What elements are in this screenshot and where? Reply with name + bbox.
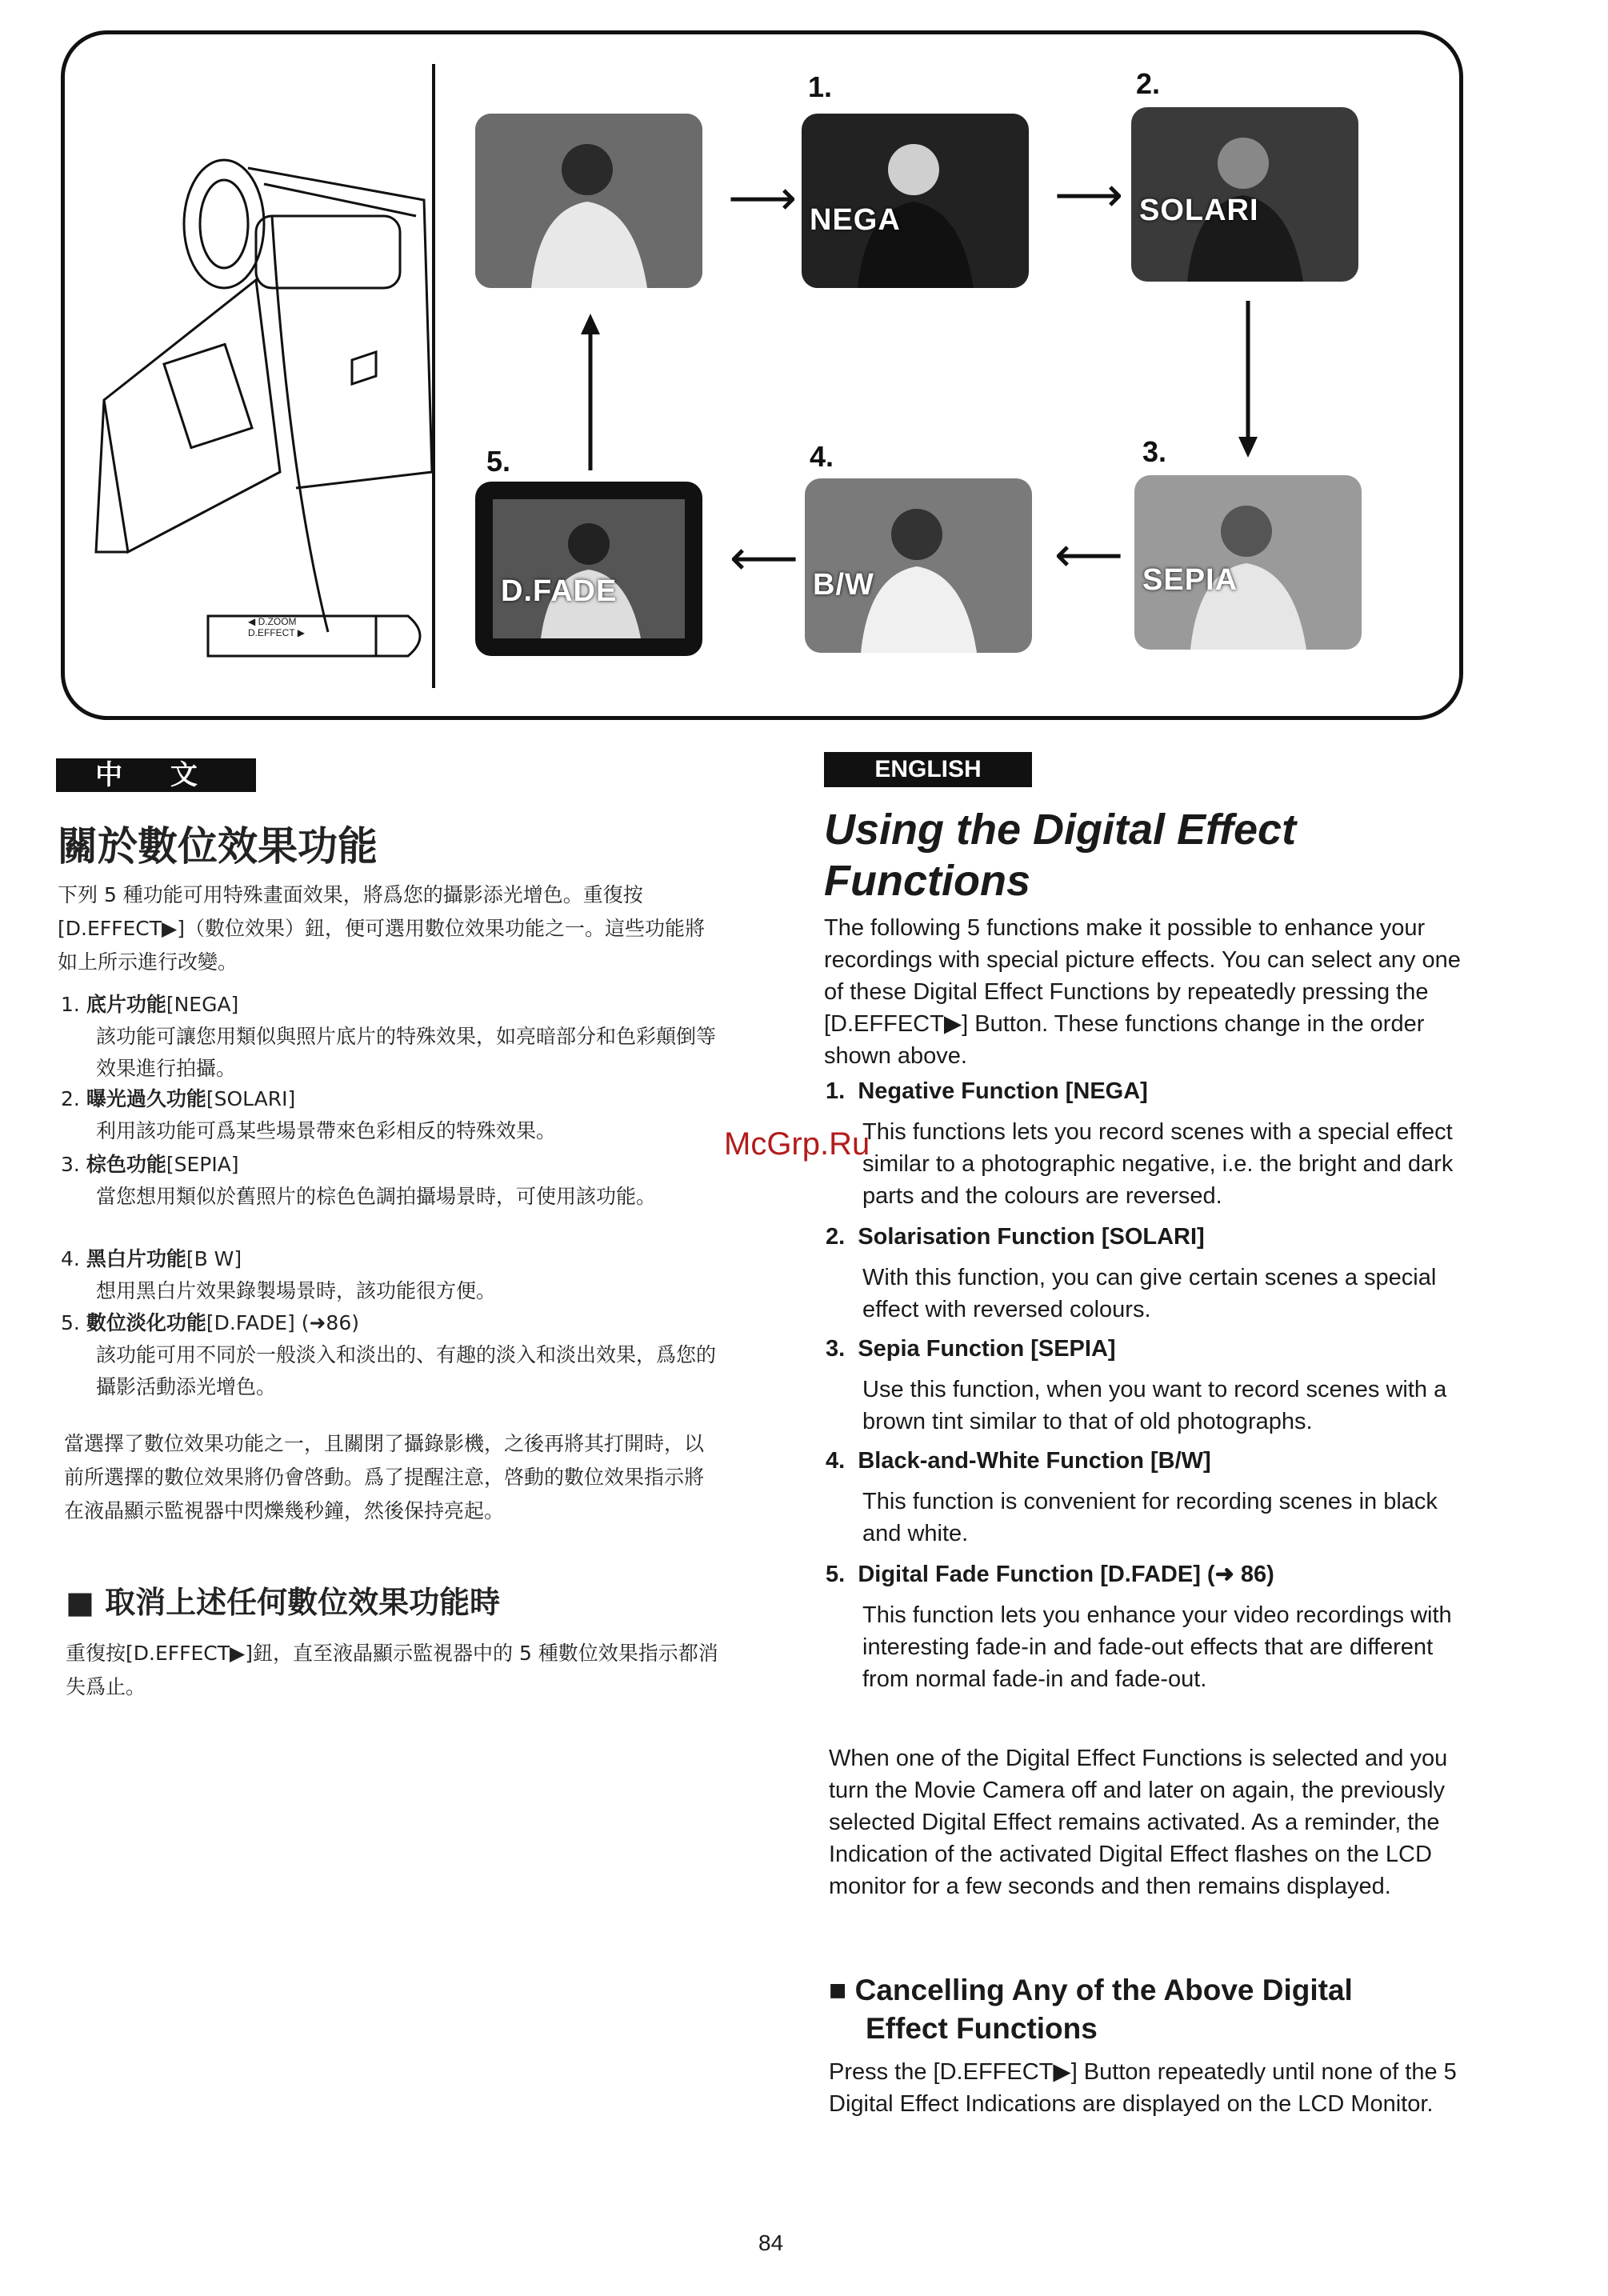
thumbnail-bw xyxy=(805,478,1032,653)
chinese-item-3: 3. 棕色功能[SEPIA] 當您想用類似於舊照片的棕色色調拍攝場景時，可使用該功能。 xyxy=(61,1153,657,1208)
step-number-5: 5. xyxy=(486,445,511,478)
chinese-item-1: 1. 底片功能[NEGA] 該功能可讓您用類似與照片底片的特殊效果，如亮暗部分和色彩顛倒等效果進行拍攝。 xyxy=(61,993,717,1080)
arrow-right-icon: ⟶ xyxy=(1054,167,1124,223)
thumbnail-original xyxy=(475,114,702,288)
english-title: Using the Digital Effect Functions xyxy=(824,806,1297,905)
english-item-3: 3. Sepia Function [SEPIA] Use this function, when you want to record scenes with a brown tint similar to that of old photographs. xyxy=(826,1336,1447,1434)
chinese-note: 當選擇了數位效果功能之一，且關閉了攝錄影機，之後再將其打開時，以前所選擇的數位效果將仍會啓動。爲了提醒注意，啓動的數位效果指示將在液晶顯示監視器中閃爍幾秒鐘，然後保持亮起。 xyxy=(64,1432,705,1522)
step-number-4: 4. xyxy=(810,440,834,473)
english-cancel-text: Press the [D.EFFECT▶] Button repeatedly until none of the 5 Digital Effect Indications are displayed on the LCD Monitor. xyxy=(829,2059,1457,2117)
english-note: When one of the Digital Effect Functions is selected and you turn the Movie Camera off and later on again, the previously selected Digital Effect remains activated. As a reminder, the Indication of the activated Digital Effect flashes on the LCD monitor for a few seconds and then remains displayed. xyxy=(829,1746,1448,1899)
camera-button-label: ◀ D.ZOOM D.EFFECT ▶ xyxy=(248,616,306,638)
arrow-left-icon: ⟵ xyxy=(730,530,799,586)
watermark-link[interactable]: McGrp.Ru xyxy=(724,1126,870,1162)
chinese-item-5: 5. 數位淡化功能[D.FADE] (➜86) 該功能可用不同於一般淡入和淡出的、有趣的淡入和淡出效果，爲您的攝影活動添光增色。 xyxy=(61,1311,717,1398)
english-item-1: 1. Negative Function [NEGA] This functions lets you record scenes with a special effect similar to a photographic negative, i.e. the bright and dark parts and the colours are reversed. xyxy=(826,1078,1454,1209)
chinese-cancel-text: 重復按[D.EFFECT▶]鈕，直至液晶顯示監視器中的 5 種數位效果指示都消失爲止。 xyxy=(66,1642,718,1698)
effect-label-sepia: SEPIA xyxy=(1142,563,1238,597)
figure-divider xyxy=(432,64,435,688)
thumbnail-sepia xyxy=(1134,475,1362,650)
chinese-item-2: 2. 曝光過久功能[SOLARI] 利用該功能可爲某些場景帶來色彩相反的特殊效果。 xyxy=(61,1087,557,1142)
effect-label-solari: SOLARI xyxy=(1139,194,1259,227)
chinese-item-4: 4. 黑白片功能[B W] 想用黑白片效果錄製場景時，該功能很方便。 xyxy=(61,1247,497,1302)
english-item-5: 5. Digital Fade Function [D.FADE] (➜ 86) This function lets you enhance your video recordings with interesting fade-in and fade-out effects that are different from normal fade-in and fade-out. xyxy=(826,1562,1452,1692)
page-number: 84 xyxy=(758,2230,784,2255)
language-tab-chinese: 中 文 xyxy=(56,758,256,792)
step-number-1: 1. xyxy=(808,70,833,103)
arrow-left-icon: ⟵ xyxy=(1054,527,1124,583)
arrow-up-icon xyxy=(574,310,606,470)
thumbnail-solari xyxy=(1131,107,1358,282)
chinese-intro: 下列 5 種功能可用特殊畫面效果，將爲您的攝影添光增色。重復按[D.EFFECT▶]（數位效果）鈕，便可選用數位效果功能之一。這些功能將如上所示進行改變。 xyxy=(58,883,706,974)
effect-label-bw: B/W xyxy=(813,568,874,602)
english-item-4: 4. Black-and-White Function [B/W] This function is convenient for recording scenes in black and white. xyxy=(826,1448,1438,1546)
english-intro: The following 5 functions make it possible to enhance your recordings with special picture effects. You can select any one of these Digital Effect Functions by repeatedly pressing the [D.EFFECT▶] Button. These functions change in the order shown above. xyxy=(824,915,1461,1069)
arrow-right-icon: ⟶ xyxy=(728,170,798,226)
step-number-3: 3. xyxy=(1142,435,1167,468)
chinese-cancel-heading: ■ 取消上述任何數位效果功能時 xyxy=(66,1585,501,1620)
english-cancel-heading: ■ Cancelling Any of the Above Digital Effect Functions xyxy=(829,1974,1353,2045)
chinese-title: 關於數位效果功能 xyxy=(58,823,378,870)
arrow-down-icon xyxy=(1232,301,1264,461)
effect-label-dfade: D.FADE xyxy=(501,574,618,608)
step-number-2: 2. xyxy=(1136,67,1161,100)
thumbnail-dfade xyxy=(475,482,702,656)
thumbnail-nega xyxy=(802,114,1029,288)
effect-label-nega: NEGA xyxy=(810,203,901,237)
language-tab-english: ENGLISH xyxy=(824,752,1032,787)
english-item-2: 2. Solarisation Function [SOLARI] With this function, you can give certain scenes a special effect with reversed colours. xyxy=(826,1224,1437,1322)
camcorder-illustration xyxy=(88,136,440,688)
